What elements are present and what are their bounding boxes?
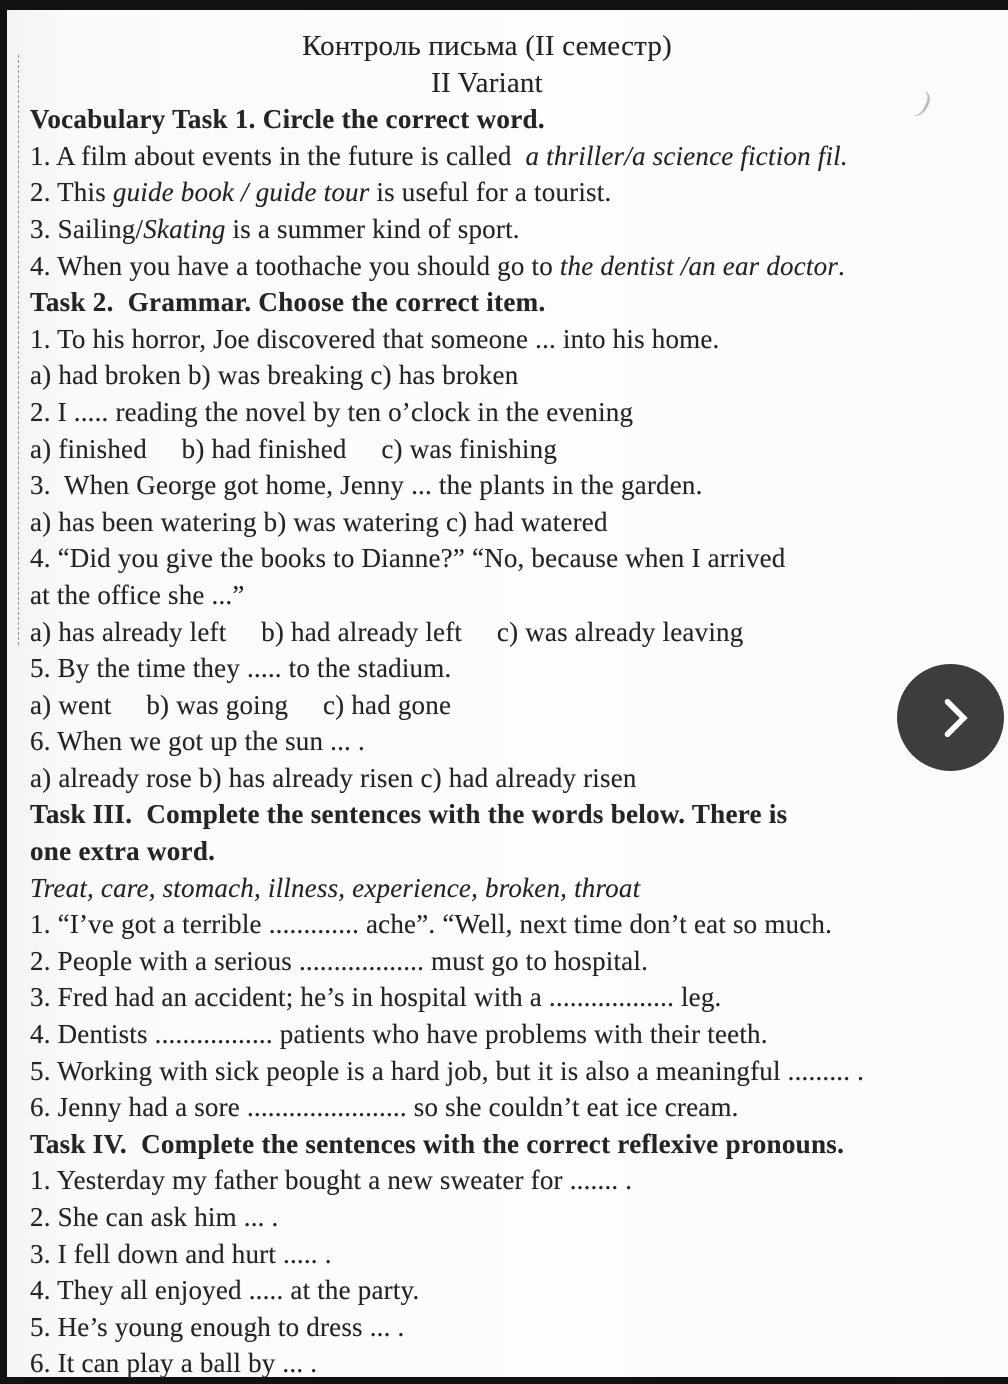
vocab-item-4 xyxy=(30,248,1004,285)
doc-variant: II Variant xyxy=(431,66,543,99)
task4-item-5: 5. He’s young enough to dress ... . xyxy=(30,1311,405,1342)
task2-options-4: a) has already left b) had already left c) was already leaving xyxy=(30,616,744,647)
scan-artifact-mark: ) xyxy=(916,85,934,120)
vocab-item-4-choice: the dentist /an ear doctor xyxy=(559,250,839,281)
task2-question-4: 4. “Did you give the books to Dianne?” “No, because when I arrived xyxy=(30,543,786,574)
vocab-item-4-post: . xyxy=(838,250,845,281)
task1-heading: Vocabulary Task 1. Circle the correct word. xyxy=(30,104,545,135)
test-content xyxy=(30,28,1004,1382)
vocab-item-2-choice: guide book / guide tour xyxy=(112,177,370,208)
task3-word-bank: Treat, care, stomach, illness, experience, broken, throat xyxy=(30,872,641,903)
task2-question-3: 3. When George got home, Jenny ... the plants in the garden. xyxy=(30,470,703,501)
task2-question-4-cont: at the office she ...” xyxy=(30,579,245,610)
vocab-item-2-pre: 2. This xyxy=(30,177,113,208)
task4-heading: Task IV. Complete the sentences with the correct reflexive pronouns. xyxy=(30,1128,845,1159)
scan-border-left xyxy=(0,0,7,1384)
next-page-button[interactable] xyxy=(897,664,1004,771)
doc-title: Контроль письма (II семестр) xyxy=(302,30,672,62)
task2-heading: Task 2. Grammar. Choose the correct item. xyxy=(30,287,546,318)
scan-fold-line xyxy=(18,55,19,645)
vocab-item-3 xyxy=(30,211,1004,248)
scan-border-top xyxy=(0,0,1008,10)
vocab-item-3-choice: Skating xyxy=(143,213,226,244)
chevron-right-icon xyxy=(928,692,980,744)
task2-question-1: 1. To his horror, Joe discovered that someone ... into his home. xyxy=(30,323,720,354)
task2-question-2: 2. I ..... reading the novel by ten o’clock in the evening xyxy=(30,396,634,427)
task4-item-2: 2. She can ask him ... . xyxy=(30,1202,279,1232)
vocab-item-1-choice: a thriller/a science fiction fil. xyxy=(525,140,848,171)
task3-item-5: 5. Working with sick people is a hard job, but it is also a meaningful ......... . xyxy=(30,1055,865,1086)
task2-options-3: a) has been watering b) was watering c) had watered xyxy=(30,506,608,537)
vocab-item-3-pre: 3. Sailing/ xyxy=(30,213,144,244)
task4-item-3: 3. I fell down and hurt ..... . xyxy=(30,1238,332,1269)
task3-item-6: 6. Jenny had a sore ....................... so she couldn’t eat ice cream. xyxy=(30,1092,739,1123)
task3-item-3: 3. Fred had an accident; he’s in hospital with a .................. leg. xyxy=(30,982,722,1013)
task3-heading-line1: Task III. Complete the sentences with the words below. There is xyxy=(30,799,788,830)
task3-item-4: 4. Dentists ................. patients who have problems with their teeth. xyxy=(30,1019,768,1050)
task4-item-1: 1. Yesterday my father bought a new sweater for ....... . xyxy=(30,1165,633,1196)
task2-question-5: 5. By the time they ..... to the stadium. xyxy=(30,653,452,684)
vocab-item-3-post: is a summer kind of sport. xyxy=(225,213,520,244)
task4-item-4: 4. They all enjoyed ..... at the party. xyxy=(30,1275,420,1306)
task2-options-1: a) had broken b) was breaking c) has broken xyxy=(30,360,519,391)
task2-question-6: 6. When we got up the sun ... . xyxy=(30,726,365,757)
vocab-item-2-post: is useful for a tourist. xyxy=(369,177,612,208)
task4-item-6: 6. It can play a ball by ... . xyxy=(30,1348,318,1379)
task3-item-2: 2. People with a serious .................. must go to hospital. xyxy=(30,945,649,976)
vocab-item-2 xyxy=(30,174,1004,211)
task2-options-6: a) already rose b) has already risen c) had already risen xyxy=(30,762,637,793)
vocab-item-1 xyxy=(30,138,1004,175)
vocab-item-1-pre: 1. A film about events in the future is called xyxy=(30,140,526,171)
task3-item-1: 1. “I’ve got a terrible ............. ache”. “Well, next time don’t eat so much. xyxy=(30,909,833,940)
vocab-item-4-pre: 4. When you have a toothache you should go to xyxy=(30,250,560,281)
task3-heading-line2: one extra word. xyxy=(30,836,216,867)
task2-options-2: a) finished b) had finished c) was finishing xyxy=(30,433,558,464)
task2-options-5: a) went b) was going c) had gone xyxy=(30,689,452,720)
